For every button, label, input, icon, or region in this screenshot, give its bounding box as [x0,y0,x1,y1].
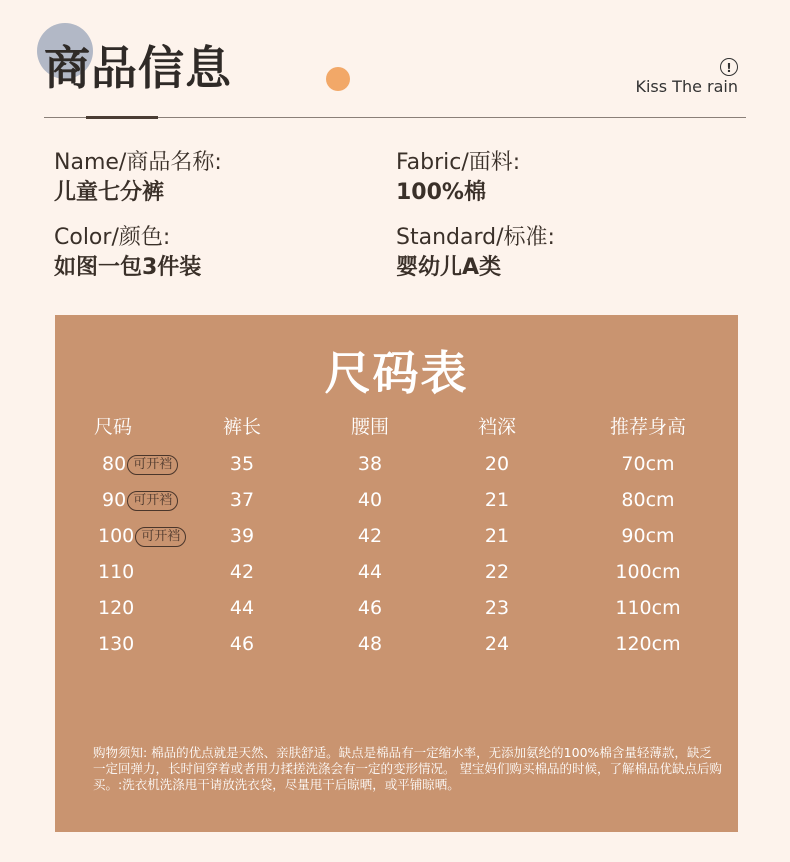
cell-crotch: 22 [484,561,510,583]
header-crotch: 裆深 [477,416,516,438]
cell-size [98,524,186,548]
cell-crotch: 20 [484,453,510,475]
size-value: 120 [98,597,135,619]
size-chart-title: 尺码表 [324,346,469,400]
cell-length: 37 [229,489,255,511]
cell-waist: 38 [357,453,383,475]
cell-height: 120cm [615,633,681,655]
open-crotch-badge: 可开裆 [127,491,178,511]
brand-name: Kiss The rain [635,77,738,96]
size-value: 100 [98,525,135,547]
open-crotch-badge: 可开裆 [135,527,186,547]
header-size: 尺码 [94,416,133,438]
cell-length: 39 [229,525,255,547]
cell-waist: 46 [357,597,383,619]
cell-height: 100cm [615,561,681,583]
cell-length: 44 [229,597,255,619]
cell-waist: 42 [357,525,383,547]
shopping-note: 购物须知: 棉品的优点就是天然、亲肤舒适。缺点是棉品有一定缩水率，无添加氨纶的100%棉含量轻薄款，缺乏一定回弹力，长时间穿着或者用力揉搓洗涤会有一定的变形情况。 望宝妈们购买棉品的时候，了解棉品优缺点后购买。:洗衣机洗涤甩干请放洗衣袋，尽量甩干后晾晒，或平铺晾晒。 [93,745,722,792]
page-title: 商品信息 [44,41,232,95]
open-crotch-badge: 可开裆 [127,455,178,475]
standard-label: Standard/标准: [396,225,555,250]
cell-height: 70cm [621,453,675,475]
cell-waist: 44 [357,561,383,583]
cell-size [102,452,178,476]
standard-value: 婴幼儿A类 [396,255,502,280]
info-fabric [396,148,520,208]
name-label: Name/商品名称: [54,150,222,175]
cell-length: 46 [229,633,255,655]
cell-size [98,632,134,656]
info-color [54,223,201,283]
name-value: 儿童七分裤 [54,180,165,205]
cell-length: 42 [229,561,255,583]
header-height: 推荐身高 [609,416,686,438]
cell-size [98,596,134,620]
size-chart-panel [55,315,738,832]
info-standard [396,223,555,283]
fabric-value: 100%棉 [396,180,486,205]
cell-waist: 40 [357,489,383,511]
decorative-circle-orange [326,67,350,91]
cell-height: 80cm [621,489,675,511]
cell-crotch: 23 [484,597,510,619]
exclamation-icon: ! [720,58,738,76]
cell-waist: 48 [357,633,383,655]
size-value: 80 [102,453,127,475]
cell-height: 110cm [615,597,681,619]
header-divider-accent [86,116,158,119]
size-value: 90 [102,489,127,511]
cell-length: 35 [229,453,255,475]
cell-height: 90cm [621,525,675,547]
size-value: 130 [98,633,135,655]
cell-crotch: 21 [484,489,510,511]
cell-crotch: 21 [484,525,510,547]
size-value: 110 [98,561,135,583]
color-label: Color/颜色: [54,225,171,250]
info-name [54,148,222,208]
header-length: 裤长 [222,416,261,438]
cell-crotch: 24 [484,633,510,655]
fabric-label: Fabric/面料: [396,150,521,175]
color-value: 如图一包3件装 [54,255,202,280]
cell-size [98,560,134,584]
header-waist: 腰围 [350,416,389,438]
cell-size [102,488,178,512]
